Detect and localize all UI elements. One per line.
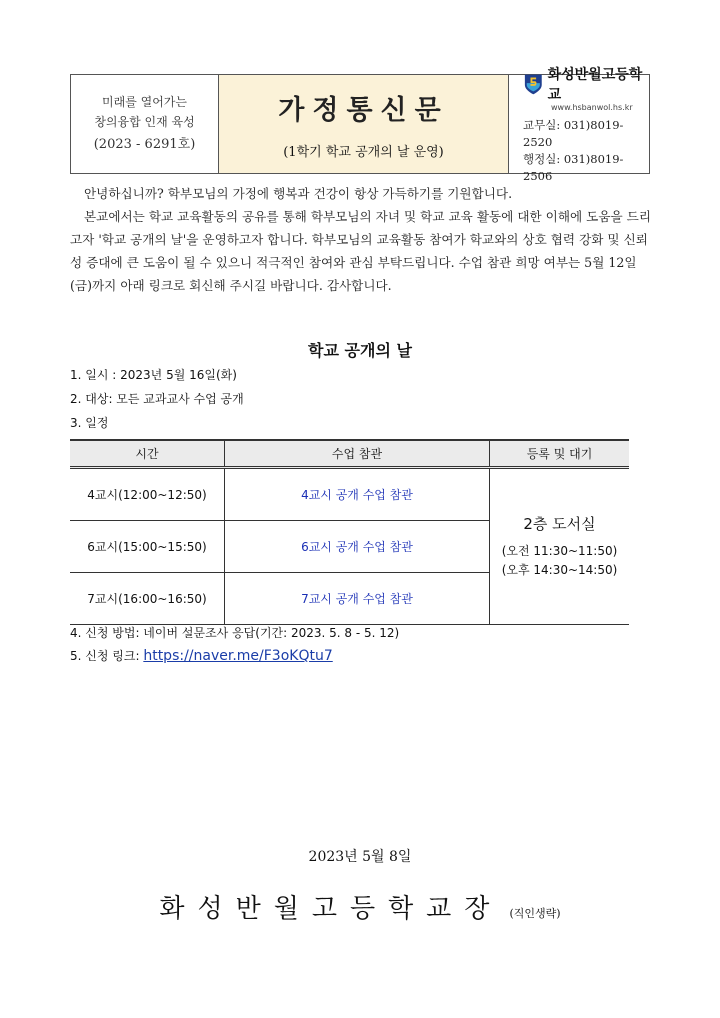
page-title: 가정통신문 xyxy=(278,95,449,126)
header-school-cell xyxy=(509,66,649,183)
issue-number: (2023 - 6291호) xyxy=(93,137,196,152)
row-time: 4교시(12:00~12:50) xyxy=(70,468,225,521)
school-name: 화성반월고등학교 xyxy=(547,66,643,103)
header-motto-cell xyxy=(71,75,219,173)
intro-text xyxy=(70,182,652,297)
header-class: 수업 참관 xyxy=(225,440,490,468)
header-title-cell xyxy=(219,75,509,173)
page-subtitle: (1학기 학교 공개의 날 운영) xyxy=(283,145,444,160)
register-pm: (오후 14:30~14:50) xyxy=(501,563,618,577)
schedule-table xyxy=(70,439,629,625)
phone-academic: 교무실: 031)8019-2520 xyxy=(523,117,624,149)
header-register: 등록 및 대기 xyxy=(490,440,630,468)
school-brand xyxy=(523,64,649,104)
row-class-link[interactable]: 4교시 공개 수업 참관 xyxy=(225,468,490,521)
principal-name: 화성반월고등학교장 xyxy=(159,894,503,924)
signature-line xyxy=(0,888,720,925)
table-header-row xyxy=(70,440,629,468)
link-label: 5. 신청 링크: xyxy=(70,649,140,663)
section-title: 학교 공개의 날 xyxy=(308,341,412,360)
row-class-link[interactable]: 6교시 공개 수업 참관 xyxy=(225,521,490,573)
item-method: 4. 신청 방법: 네이버 설문조사 응답(기간: 2023. 5. 8 - 5. 12) xyxy=(70,626,400,640)
header-time: 시간 xyxy=(70,440,225,468)
intro-paragraph-1: 안녕하십니까? 학부모님의 가정에 행복과 건강이 항상 가득하기를 기원합니다. xyxy=(84,186,513,201)
table-row xyxy=(70,468,629,521)
row-time: 6교시(15:00~15:50) xyxy=(70,521,225,573)
motto-line1: 미래를 열어가는 xyxy=(102,95,187,109)
item-date: 1. 일시 : 2023년 5월 16일(화) xyxy=(70,368,237,382)
item-target: 2. 대상: 모든 교과교사 수업 공개 xyxy=(70,392,244,406)
item-link-row xyxy=(70,647,333,664)
item-schedule: 3. 일정 xyxy=(70,416,109,430)
motto-line2: 창의융합 인재 육성 xyxy=(94,115,195,129)
register-place: 2층 도서실 xyxy=(523,515,596,533)
issue-date: 2023년 5월 8일 xyxy=(308,849,412,865)
register-am: (오전 11:30~11:50) xyxy=(501,544,618,558)
survey-link[interactable]: https://naver.me/F3oKQtu7 xyxy=(143,648,333,664)
row-class-link[interactable]: 7교시 공개 수업 참관 xyxy=(225,573,490,625)
intro-paragraph-2: 본교에서는 학교 교육활동의 공유를 통해 학부모님의 자녀 및 학교 교육 활동에 대한 이해에 도움을 드리고자 '학교 공개의 날'을 운영하고자 합니다. 학부모님의 교육활동 참여가 학교와의 상호 협력 강화 및 신뢰성 증대에 큰 도움이 될 수 있으니 적극적인 참여와 관심 부탁드립니다. 수업 참관 희망 여부는 5월 12일(금)까지 아래 링크로 회신해 주시길 바랍니다. 감사합니다. xyxy=(70,209,651,293)
school-url: www.hsbanwol.hs.kr xyxy=(551,102,633,112)
register-place-cell xyxy=(490,468,630,625)
seal-omitted: (직인생략) xyxy=(509,907,561,920)
school-logo-icon xyxy=(523,72,544,96)
phone-admin: 행정실: 031)8019-2506 xyxy=(523,151,624,183)
row-time: 7교시(16:00~16:50) xyxy=(70,573,225,625)
newsletter-header xyxy=(70,66,650,183)
